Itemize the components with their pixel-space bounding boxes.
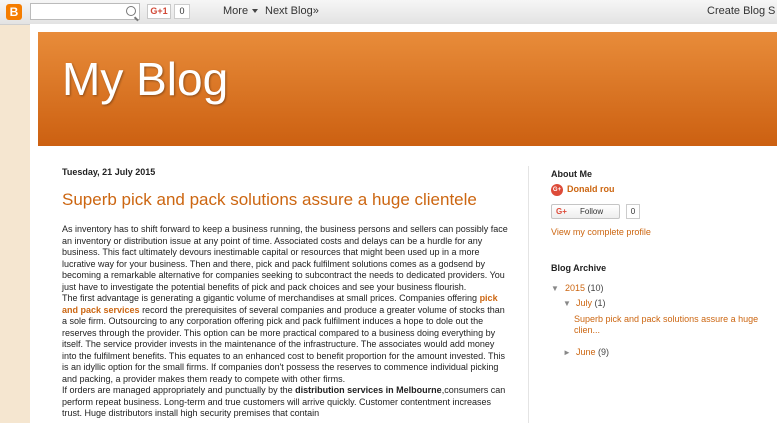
gplus-one-button[interactable]: G+1 [147,4,171,19]
bold-phrase: distribution services in Melbourne [295,385,442,395]
next-blog-link[interactable]: Next Blog» [265,5,319,17]
more-menu-button[interactable] [223,5,258,17]
follower-count: 0 [626,204,640,219]
post-paragraph [62,385,508,420]
archive-month-item[interactable] [576,347,609,357]
pick-and-pack-link[interactable]: pick and pack services [62,293,498,315]
archive-count: (10) [587,283,604,293]
expand-toggle-icon[interactable]: ▼ [551,284,559,293]
follow-label: Follow [580,207,604,216]
sign-in-link[interactable]: S [768,5,776,17]
post-paragraph: As inventory has to shift forward to keep a business running, the business persons and sellers can possibly face an inventory or distribution issue at any point of time. Associated costs and delays can be a hurdle for any business. This fact ultimately devours inestimable capital or resources that might been used up in a more lucrative way for your business. Then and there, pick and pack fulfilment solutions comes as a godsend by becoming a remarkable alternative for companies seeking to subcontract the needs to dedicated providers. You just have to investigate the potential benefits of pick and pack choices and see your business flourish. [62,224,508,292]
post-title[interactable]: Superb pick and pack solutions assure a huge clientele [62,190,477,209]
caret-down-icon [252,9,258,13]
paragraph-text: record the prerequisites of several companies and produce a greater volume of stocks than a sole firm. Outsourcing to any corporation offering pick and pack fulfilment induces a hope to dole out the reserves through the provider. This option can be more practical compared to a business doing everything by itself. The service provider invests in the maintenance of the infrastructure. The associates would add money into the fulfilment benefits. This equates to an enhanced cost to benefit proportion for the amount invested. This is an idyllic option for the small firms. If companies don't possess the reserves to commence individual picking and packing, a provider makes them ready to compete with other firms. [62,304,505,384]
expand-toggle-icon[interactable]: ▼ [563,299,571,308]
more-label: More [223,5,249,17]
paragraph-text: ,consumers can perform repeat business. Long-term and true customers will arrive quickly. Customer contentment increases trust. Huge distributors install high security premises that contain [62,385,506,418]
blogger-logo-icon[interactable]: B [6,4,22,20]
google-plus-icon: G+ [556,207,567,216]
blog-header [38,32,777,146]
archive-count: (9) [598,347,610,357]
post-paragraph [62,293,508,385]
google-plus-icon: G+ [551,184,563,196]
follow-button[interactable] [551,204,620,219]
search-input[interactable] [30,3,140,20]
gplus-count: 0 [174,4,190,19]
view-profile-link[interactable]: View my complete profile [551,227,651,237]
blogger-navbar [0,0,777,25]
blog-content [30,24,777,423]
about-me-heading: About Me [551,169,592,179]
paragraph-text: The first advantage is generating a gigantic volume of merchandises at small prices. Companies offering [62,293,480,303]
post-body [62,224,508,420]
archive-month-link[interactable]: July [576,298,593,308]
archive-month-link[interactable]: June [576,347,596,357]
paragraph-text: If orders are managed appropriately and punctually by the [62,385,296,395]
archive-year-item[interactable] [565,283,604,293]
author-name-link[interactable]: Donald rou [567,184,615,194]
archive-month-item[interactable] [576,298,606,308]
column-divider [528,166,529,423]
archive-post-link[interactable]: Superb pick and pack solutions assure a huge clien... [574,314,759,335]
archive-count: (1) [594,298,606,308]
blog-archive-heading: Blog Archive [551,263,607,273]
create-blog-link[interactable]: Create Blog [707,5,766,17]
archive-year-link[interactable]: 2015 [565,283,586,293]
search-icon[interactable] [126,6,136,16]
blog-title[interactable]: My Blog [62,53,229,105]
collapse-toggle-icon[interactable]: ► [563,348,571,357]
post-date: Tuesday, 21 July 2015 [62,167,156,177]
